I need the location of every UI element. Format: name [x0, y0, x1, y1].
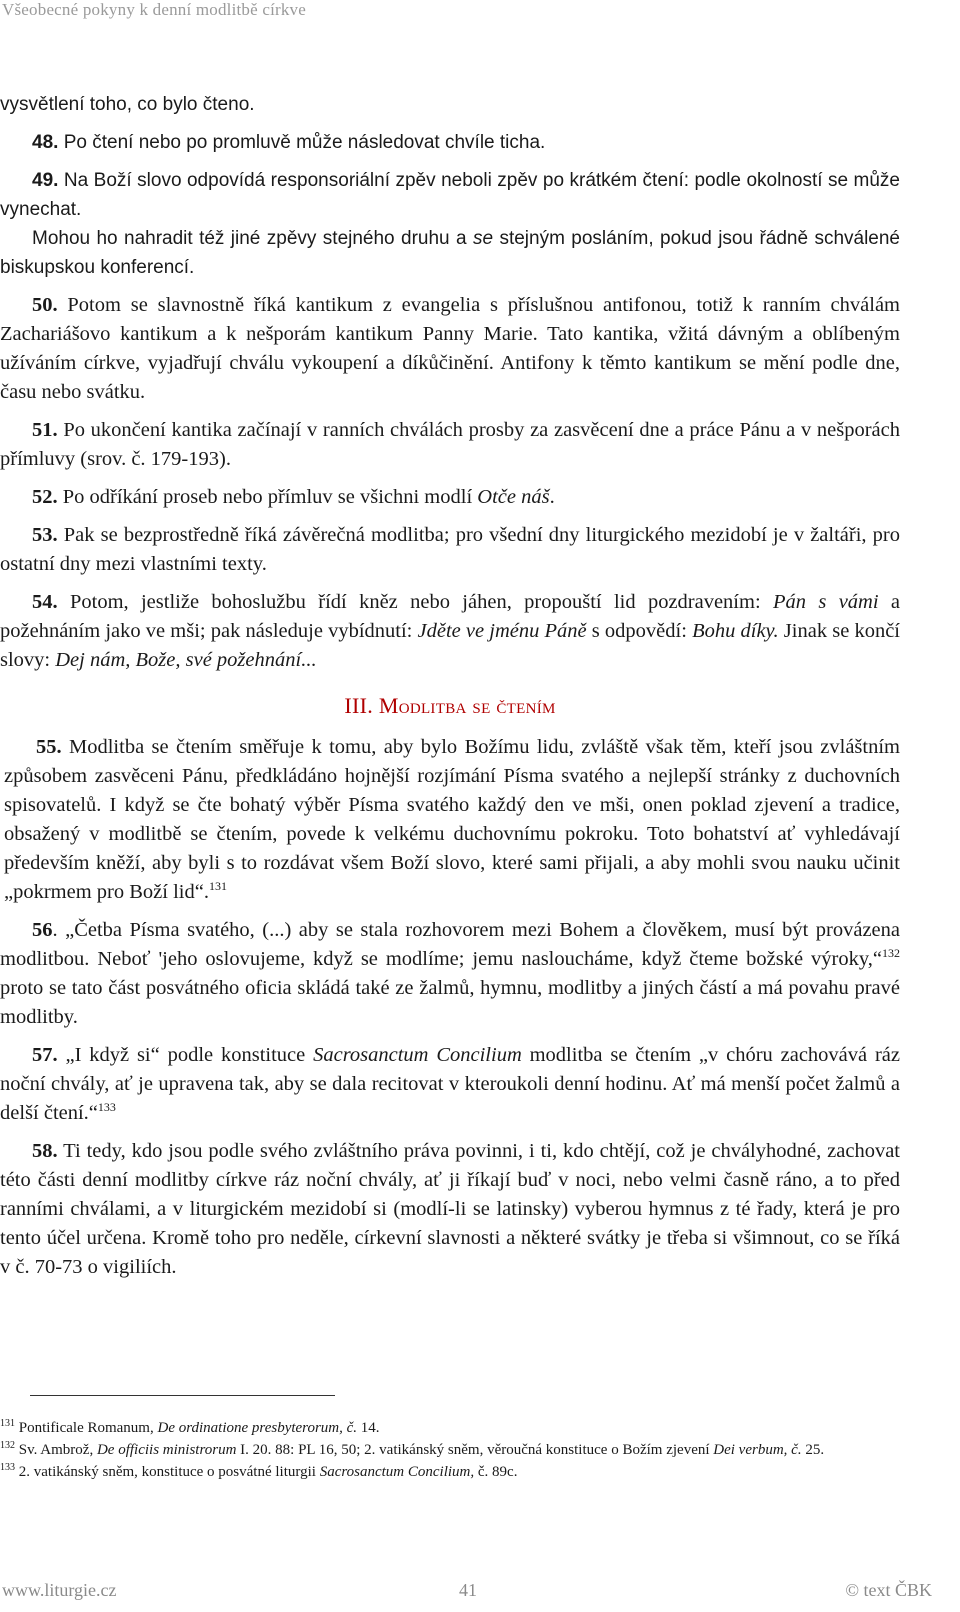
paragraph-text: Pak se bezprostředně říká závěrečná modlitba; pro všední dny liturgického mezidobí je v žaltáři, pro ostatní dny mezi vlastními texty.: [0, 524, 900, 575]
paragraph-57: [0, 1041, 900, 1128]
emphasis: Jděte ve jménu Páně: [417, 620, 587, 642]
paragraph-58: [0, 1137, 900, 1282]
section-title: Modlitba se čtením: [378, 693, 556, 718]
running-header: Všeobecné pokyny k denní modlitbě církve: [2, 0, 307, 19]
emphasis: se: [472, 228, 494, 249]
emphasis: Otče náš: [477, 486, 550, 508]
paragraph-intro: vysvětlení toho, co bylo čteno.: [0, 94, 255, 115]
paragraph-number: 56: [32, 919, 53, 941]
paragraph-number: 51.: [32, 419, 58, 441]
paragraph-text: „I když si“ podle konstituce: [57, 1044, 314, 1066]
paragraph-text: s odpovědí:: [586, 620, 693, 642]
paragraph-51: [0, 416, 900, 474]
paragraph-54: [0, 588, 900, 675]
paragraph-text: modlitba se čtením „v chóru zachovává ráz noční chvály, ať je upravena tak, aby se dala recitovat v kteroukoli denní hodinu. Ať má menší počet žalmů a delší čtení.“: [0, 1044, 901, 1124]
paragraph-text: proto se tato část posvátného oficia skládá také ze žalmů, hymnu, modlitby a jiných částí a má povahu pravé modlitby.: [0, 977, 900, 1028]
emphasis: De officiis ministrorum: [96, 1442, 237, 1458]
paragraph-48: [0, 128, 900, 157]
paragraph-number: 54.: [32, 591, 58, 613]
paragraph-56: [0, 916, 900, 1032]
footer-copyright: © text ČBK: [845, 1580, 932, 1600]
paragraph-number: 57.: [32, 1044, 58, 1066]
footnote-text: Sv. Ambrož,: [15, 1442, 97, 1458]
emphasis: Sacrosanctum Concilium: [313, 1044, 522, 1066]
paragraph-number: 52.: [32, 486, 58, 508]
paragraph-text: Po čtení nebo po promluvě může následovat chvíle ticha.: [58, 132, 546, 153]
paragraph-text: Potom se slavnostně říká kantikum z evangelia s příslušnou antifonou, totiž k ranním chválám Zachariášovo kantikum a k nešporám kantikum Panny Marie. Tato kantika, vžitá dávným a oblíbeným užíváním církve, vyjadřují chválu vykoupení a díkůčinění. Antifony k těmto kantikum se mění podle dne, času nebo svátku.: [0, 294, 900, 403]
paragraph-text: Jinak se končí slovy:: [0, 620, 900, 671]
emphasis: Sacrosanctum Concilium,: [319, 1464, 475, 1480]
section-heading: [0, 693, 900, 719]
footnote-number: 131: [0, 1418, 15, 1429]
paragraph-text: a požehnáním jako ve mši; pak následuje vybídnutí:: [0, 591, 900, 642]
paragraph-52: [0, 483, 900, 512]
footnote-ref[interactable]: 131: [208, 879, 227, 894]
footnote-text: 14.: [357, 1420, 380, 1436]
paragraph-number: 58.: [32, 1140, 58, 1162]
emphasis: De ordinatione presbyterorum, č.: [157, 1420, 358, 1436]
paragraph-53: [0, 521, 900, 579]
paragraph-text: Potom, jestliže bohoslužbu řídí kněz nebo jáhen, propouští lid pozdravením:: [57, 591, 773, 613]
paragraph-text: Po ukončení kantika začínají v ranních chválách prosby za zasvěcení dne a práce Pánu a v nešporách přímluvy (srov. č. 179-193).: [0, 419, 900, 470]
emphasis: Pán s vámi: [773, 591, 879, 613]
emphasis: Bohu díky.: [692, 620, 779, 642]
emphasis: Dej nám, Bože, své požehnání...: [55, 649, 317, 671]
footnotes: [0, 1417, 905, 1483]
paragraph-55: [0, 733, 900, 907]
paragraph-number: 53.: [32, 524, 58, 546]
footnote-text: č. 89c.: [474, 1464, 518, 1480]
paragraph-text: Ti tedy, kdo jsou podle svého zvláštního práva povinni, i ti, kdo chtějí, což je chvályhodné, zachovat této části denní modlitby církve ráz noční chvály, ať ji říkají buď v noci, nebo velmi časně ráno, a to před ranními chválami, a v liturgickém mezidobí si (modlí-li se latinsky) vyberou hymnus z té řady, která je pro tento účel určena. Kromě toho pro neděle, církevní slavnosti a některé svátky je třeba si všimnout, co se říká v č. 70-73 o vigiliích.: [0, 1140, 900, 1278]
paragraph-number: 49.: [32, 170, 59, 191]
paragraph-number: 55.: [36, 736, 62, 758]
paragraph-49: [0, 166, 900, 224]
footnote-text: 25.: [801, 1442, 825, 1458]
paragraph-text: Modlitba se čtením směřuje k tomu, aby bylo Božímu lidu, zvláště však těm, kteří jsou zvláštním způsobem zasvěceni Pánu, předkládáno hojnější rozjímání Písma svatého a nejlepší stránky z duchovních spisovatelů. I když se čte bohatý výběr Písma svatého každý den ve mši, onen poklad zjevení a tradice, obsažený v modlitbě se čtením, povede k velkému duchovnímu pokroku. Toto bohatství ať vyhledávají především kněží, aby byli s to rozdávat všem Boží slovo, které sami přijali, a aby mohli svou nauku učinit „pokrmem pro Boží lid“.: [4, 736, 900, 903]
paragraph-number: 50.: [32, 294, 58, 316]
paragraph-text: . „Četba Písma svatého, (...) aby se stala rozhovorem mezi Bohem a člověkem, musí být provázena modlitbou. Neboť 'jeho oslovujeme, když se modlíme; jemu nasloucháme, když čteme božské výroky,“: [0, 919, 900, 970]
document-body: [0, 90, 900, 1282]
footnote-text: 2. vatikánský sněm, konstituce o posvátné liturgii: [15, 1464, 320, 1480]
paragraph-50: [0, 291, 900, 407]
paragraph-text: .: [549, 486, 555, 508]
paragraph-text: Na Boží slovo odpovídá responsoriální zpěv neboli zpěv po krátkém čtení: podle okolností se může vynechat.: [0, 170, 900, 220]
footnote-133: [0, 1461, 905, 1483]
footnote-131: [0, 1417, 905, 1439]
footnote-text: I. 20. 88: PL 16, 50; 2. vatikánský sněm, věroučná konstituce o Božím zjevení: [236, 1442, 714, 1458]
paragraph-text: Po odříkání proseb nebo přímluv se všichni modlí: [57, 486, 478, 508]
section-number: III.: [344, 693, 379, 718]
paragraph-text: stejným posláním, pokud jsou řádně schválené biskupskou konferencí.: [0, 228, 901, 278]
emphasis: Dei verbum, č.: [713, 1442, 802, 1458]
footnote-number: 133: [0, 1462, 15, 1473]
paragraph-text: Mohou ho nahradit též jiné zpěvy stejného druhu a: [32, 228, 473, 249]
footnote-number: 132: [0, 1440, 15, 1451]
footnote-132: [0, 1439, 905, 1461]
paragraph-49-continued: [0, 224, 900, 282]
footnote-ref[interactable]: 133: [97, 1100, 116, 1115]
footnote-text: Pontificale Romanum,: [15, 1420, 158, 1436]
footnote-ref[interactable]: 132: [882, 946, 900, 961]
footnote-divider: [30, 1395, 335, 1396]
paragraph-number: 48.: [32, 132, 59, 153]
page-number: 41: [459, 1580, 477, 1600]
footer-site-link[interactable]: www.liturgie.cz: [2, 1580, 117, 1600]
